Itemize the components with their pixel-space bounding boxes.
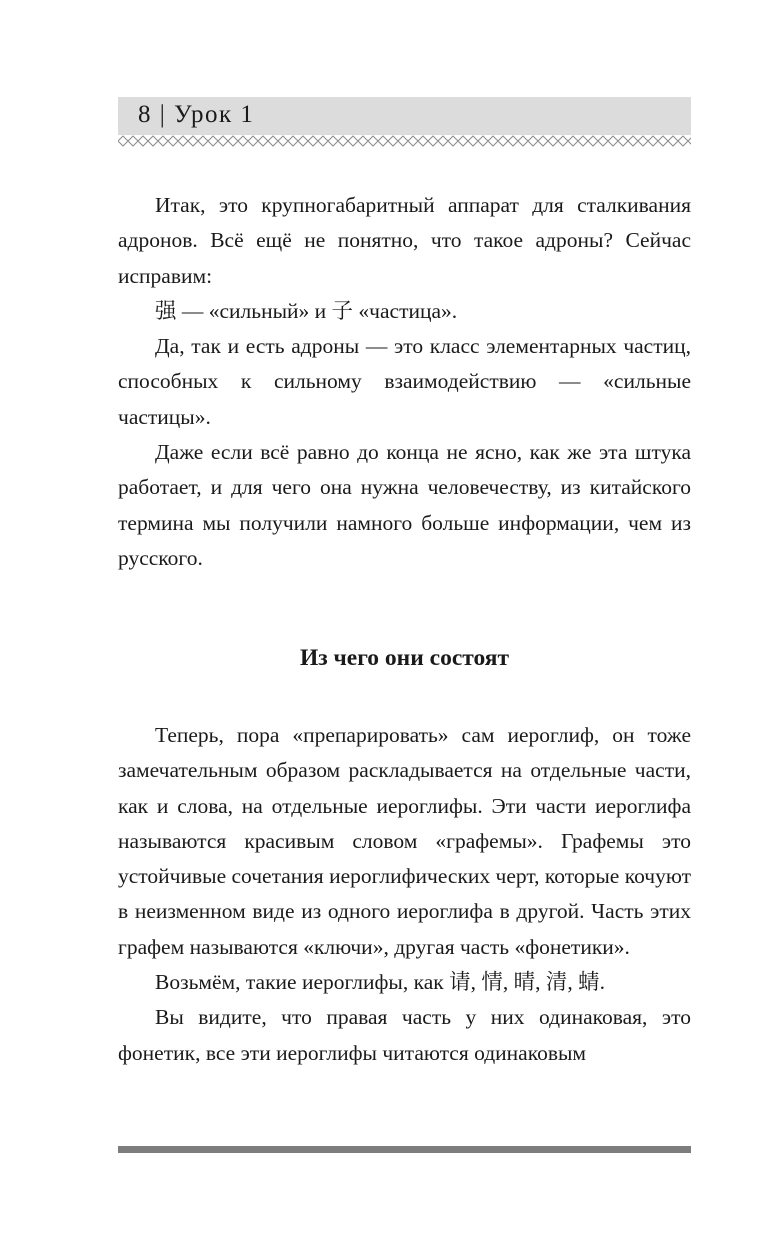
running-header-title: 8 | Урок 1: [138, 101, 255, 128]
paragraph: Возьмём, такие иероглифы, как 请, 情, 晴, 清, 蜻.: [155, 970, 605, 995]
paragraph: Итак, это крупногабаритный аппарат для сталкивания адронов. Всё ещё не понятно, что такое адроны? Сейчас исправим:: [118, 193, 691, 288]
header-ornament: [118, 135, 691, 147]
paragraph: 强 — «сильный» и 子 «частица».: [155, 298, 458, 323]
footer-rule: [118, 1146, 691, 1153]
paragraph: Теперь, пора «препарировать» сам иероглиф, он тоже замечательным образом раскладывается на отдельные части, как и слова, на отдельные иероглифы. Эти части иероглифа называются красивым словом «графемы». Графемы это устойчивые сочетания иероглифических черт, которые кочуют в неизменном виде из одного иероглифа в другой. Часть этих графем называются «ключи», другая часть «фонетики».: [118, 723, 691, 959]
body-section-2: [118, 718, 691, 1071]
running-header: [118, 97, 691, 135]
body-section-1: [118, 188, 691, 576]
paragraph: Да, так и есть адроны — это класс элементарных частиц, способных к сильному взаимодействию — «сильные частицы».: [118, 334, 691, 429]
section-heading: Из чего они состоят: [299, 645, 510, 671]
paragraph: Даже если всё равно до конца не ясно, как же эта штука работает, и для чего она нужна человечеству, из китайского термина мы получили намного больше информации, чем из русского.: [118, 440, 691, 570]
paragraph: Вы видите, что правая часть у них одинаковая, это фонетик, все эти иероглифы читаются одинаковым: [118, 1005, 691, 1065]
